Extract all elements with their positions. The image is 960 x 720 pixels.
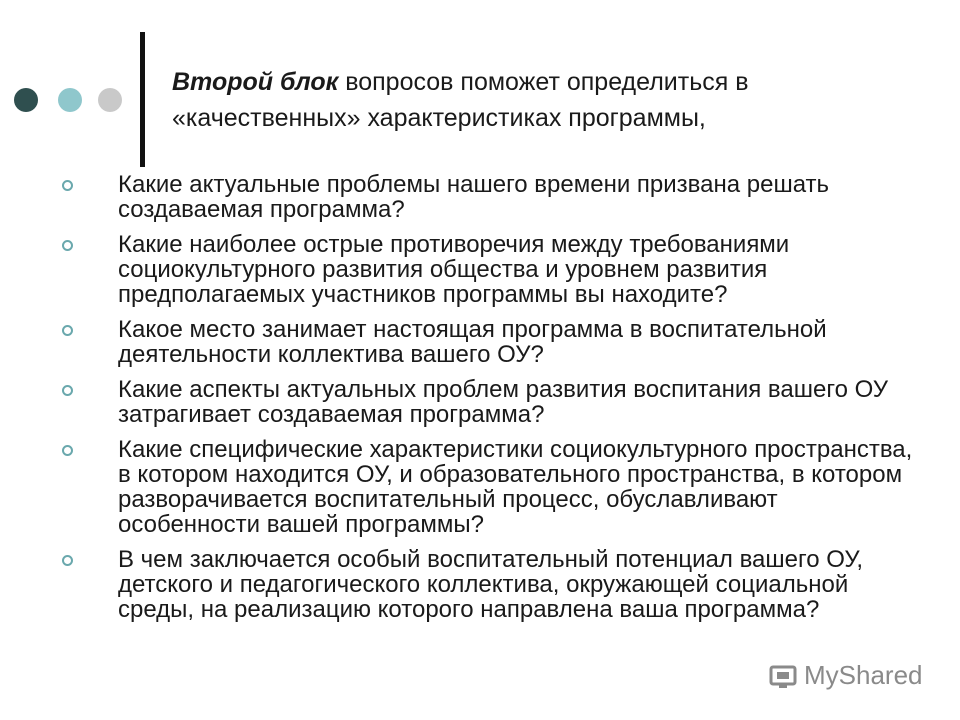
bullet-circle-icon: [62, 180, 73, 191]
title-divider-bar: [140, 32, 145, 167]
list-item-text: Какие аспекты актуальных проблем развития воспитания вашего ОУ затрагивает создаваемая программа?: [118, 376, 888, 428]
bullet-circle-icon: [62, 385, 73, 396]
title-rest: вопросов поможет определиться в «качественных» характеристиках программы,: [172, 68, 749, 132]
watermark-text: MyShared: [804, 660, 923, 690]
list-item-text: В чем заключается особый воспитательный потенциал вашего ОУ, детского и педагогического коллектива, окружающей социальной среды, на реализацию которого направлена ваша программа?: [118, 546, 864, 623]
bullet-circle-icon: [62, 445, 73, 456]
decor-dot-gray: [98, 88, 122, 112]
watermark: [768, 660, 923, 691]
decor-dot-teal: [58, 88, 82, 112]
list-item: [62, 377, 922, 427]
list-item: [62, 547, 922, 622]
watermark-logo-icon: [768, 662, 798, 690]
list-item-text: Какие наиболее острые противоречия между требованиями социокультурного развития общества и уровнем развития предполагаемых участников программы вы находите?: [118, 231, 790, 308]
list-item: [62, 437, 922, 537]
list-item: [62, 172, 922, 222]
slide-title: [172, 64, 932, 136]
bullet-circle-icon: [62, 240, 73, 251]
list-item-text: Какое место занимает настоящая программа в воспитательной деятельности коллектива вашего ОУ?: [118, 316, 827, 368]
list-item: [62, 317, 922, 367]
decor-dot-dark: [14, 88, 38, 112]
bullet-circle-icon: [62, 555, 73, 566]
list-item-text: Какие специфические характеристики социокультурного пространства, в котором находится ОУ, и образовательного пространства, в котором разворачивается воспитательный процесс, обуславливают особенности вашей программы?: [118, 436, 913, 538]
title-bold-part: Второй блок: [172, 68, 339, 96]
list-item: [62, 232, 922, 307]
question-list: [62, 172, 922, 632]
list-item-text: Какие актуальные проблемы нашего времени призвана решать создаваемая программа?: [118, 171, 830, 223]
bullet-circle-icon: [62, 325, 73, 336]
